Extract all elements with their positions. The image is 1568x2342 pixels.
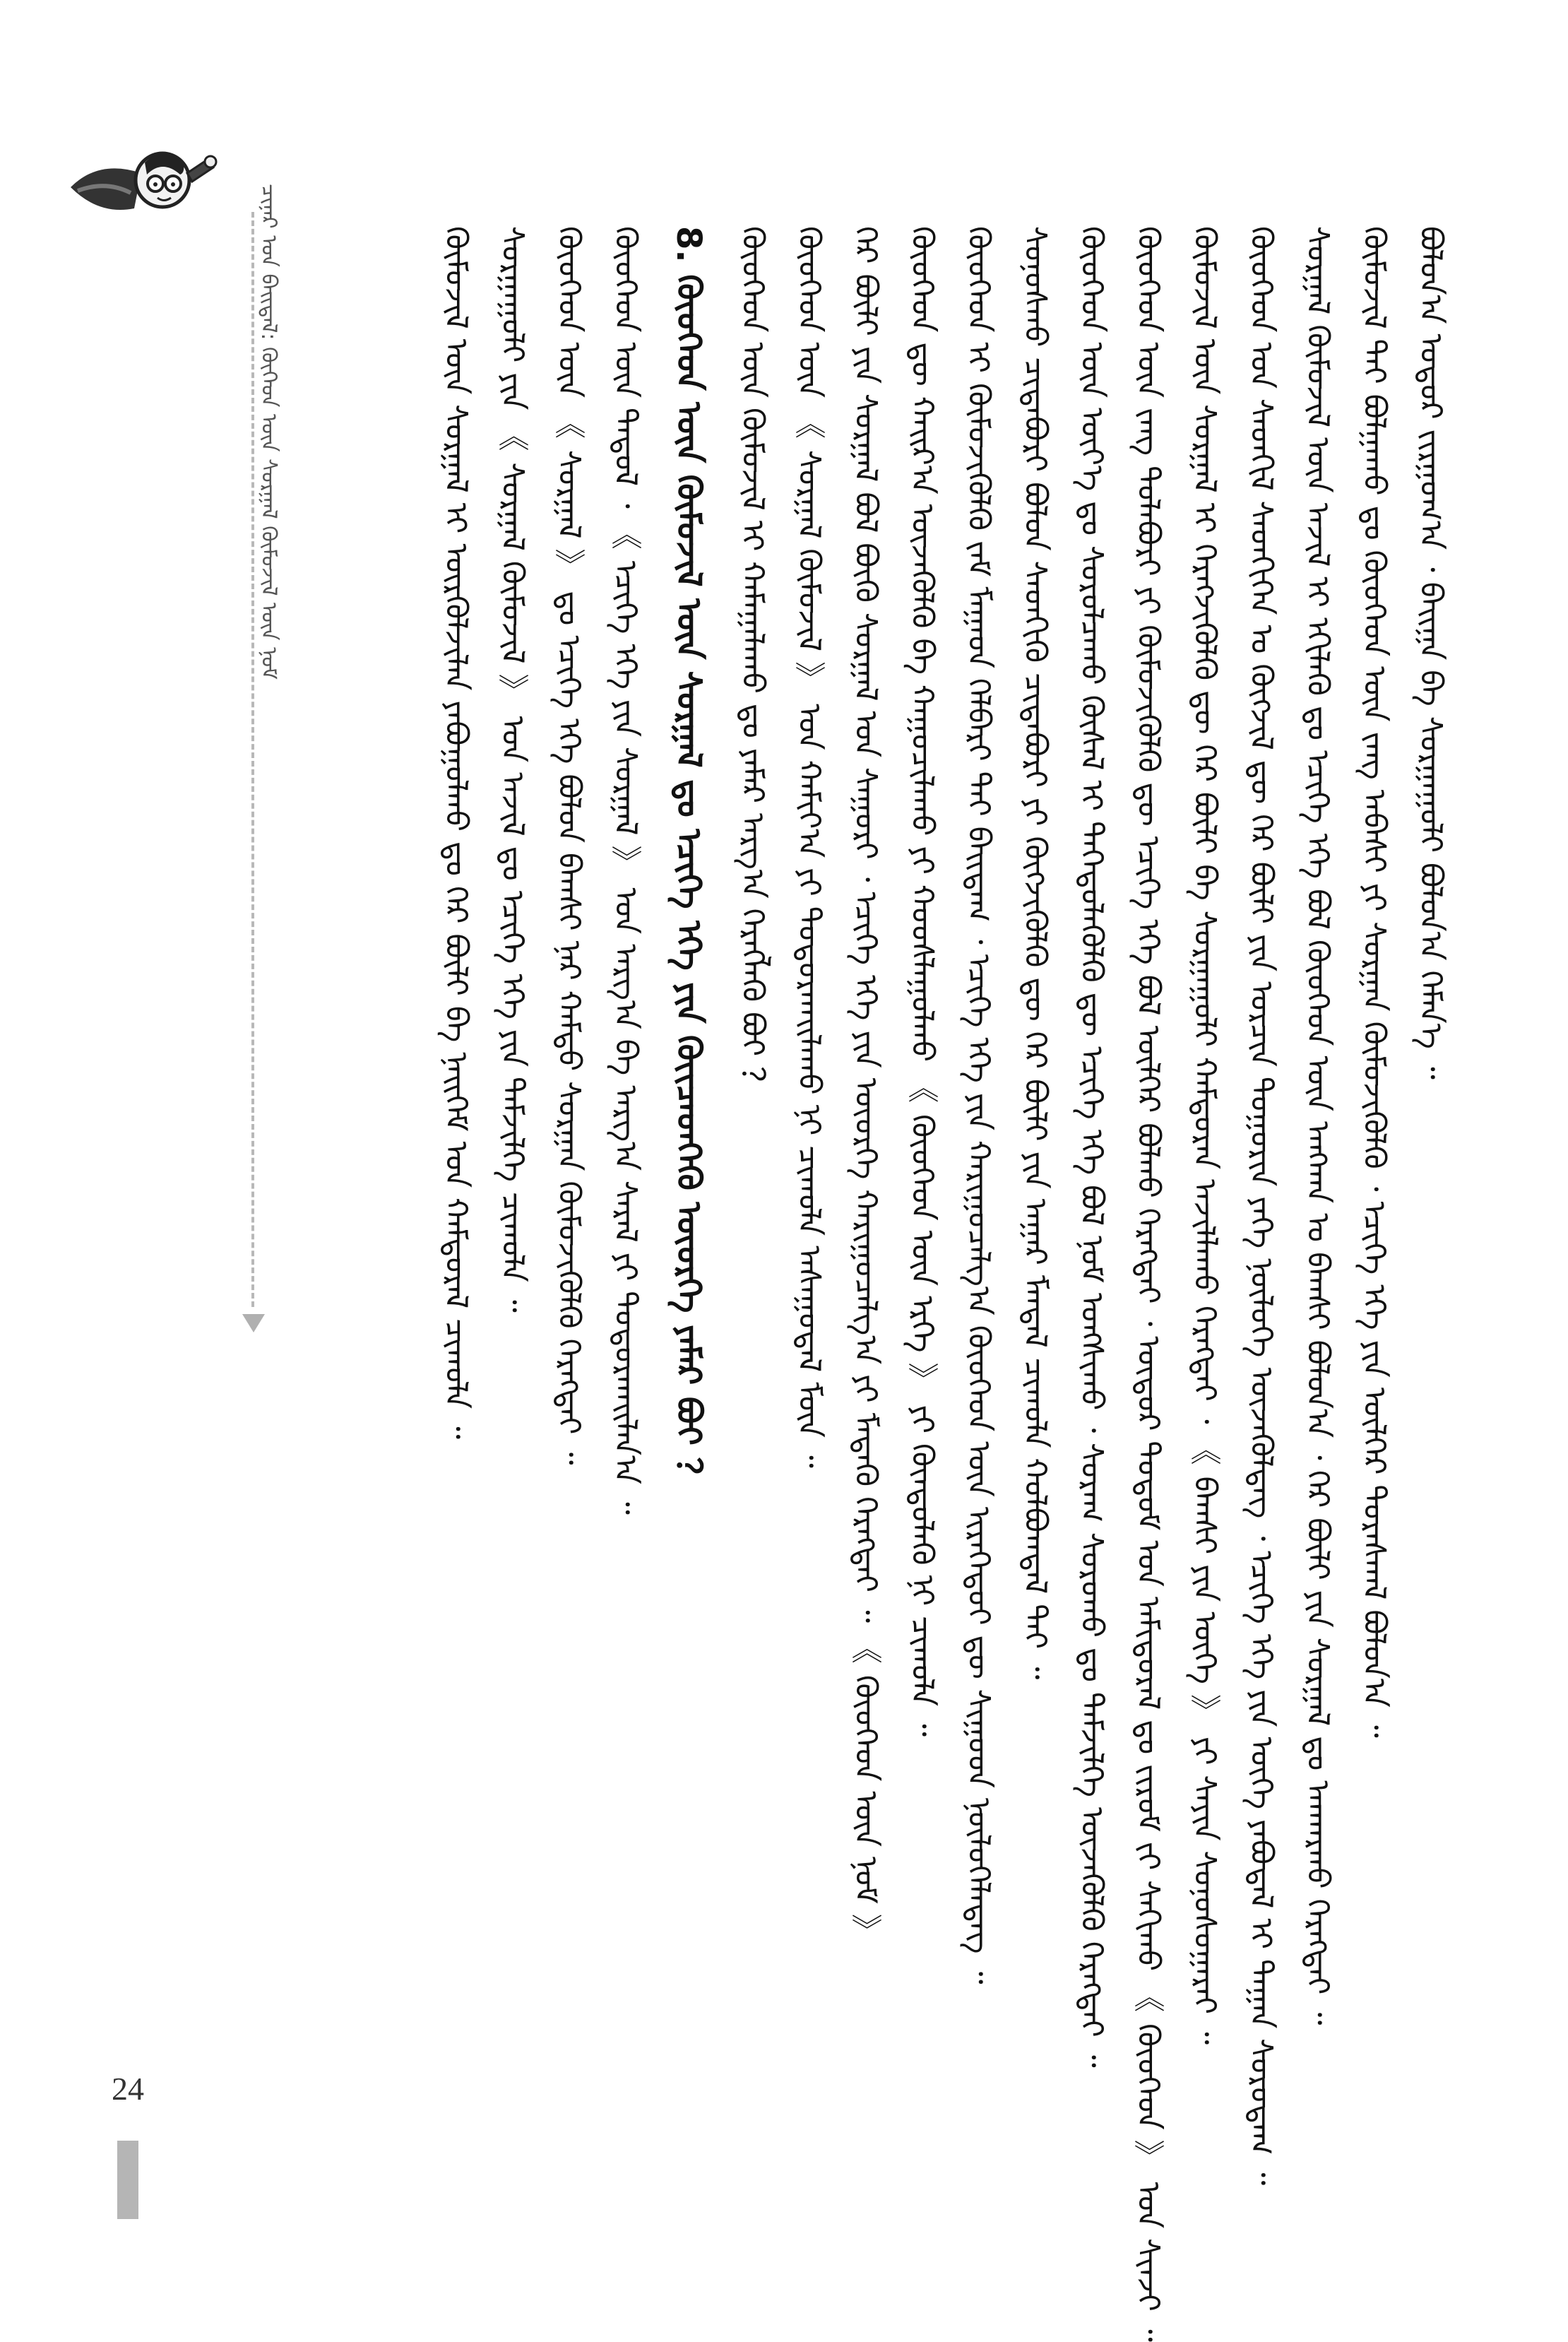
text-line: ᠭᠡᠷ ᠪᠦᠯᠢ ᠶᠢᠨ ᠰᠤᠷᠭᠠᠯ ᠪᠣᠯ ᠪᠦᠬᠦ ᠰᠤᠷᠭᠠᠯ ᠤᠨ ᠰᠠᠭᠤᠷᠢ ᠂ ᠡᠴᠢᠭᠡ ᠡᠬᠡ ᠶᠢᠨ ᠦᠦᠷᠭᠡ ᠬᠠᠷᠢᠭᠤᠴᠠᠯᠭ᠎ᠠ ᠶᠢ ᠮᠡᠳᠡᠬᠦ ᠬᠡᠷᠡᠭᠲᠡᠢ ᠃ 《 ᠬᠦᠦᠬᠡᠳ ᠦᠨ ᠨᠣᠮ 》 — [848, 226, 884, 1946]
section-heading: 8. ᠬᠦᠦᠬᠡᠳ ᠦᠨ ᠬᠦᠮᠦᠵᠢᠯ ᠦᠨ ᠰᠤᠷᠭᠠᠯ ᠳᠤ ᠡᠴᠢᠭᠡ ᠡᠬᠡ ᠶᠢᠨ ᠭᠦᠢᠴᠡᠳᠬᠡᠬᠦ ᠦᠦᠷᠭᠡ ᠶᠠᠮᠠᠷ ᠪᠤᠢ ？ — [669, 226, 708, 1491]
dashed-rule — [251, 212, 254, 1307]
page-edge-marker — [117, 2141, 138, 2219]
arrow-tip-icon — [242, 1314, 265, 1332]
text-line: ᠰᠤᠷᠭᠠᠯ ᠬᠦᠮᠦᠵᠢᠯ ᠦᠨ ᠠᠵᠢᠯ ᠢ ᠡᠬᠢᠯᠡᠬᠦ ᠳᠤ ᠡᠴᠢᠭᠡ ᠡᠬᠡ ᠪᠣᠯ ᠬᠦᠦᠬᠡᠳ ᠦᠨ ᠠᠩᠬᠠᠨ ᠤ ᠪᠠᠭᠰᠢ ᠪᠣᠯᠤᠨ᠎ᠠ ᠂ ᠭᠡᠷ ᠪᠦᠯᠢ ᠶᠢᠨ ᠰᠤᠷᠭᠠᠯ ᠳᠤ ᠠᠨᠬᠠᠷᠬᠤ ᠬᠡᠷᠡᠭᠲᠡᠢ ᠃ — [1300, 226, 1336, 2025]
running-header: ᠴᠢᠨᠠᠷ ᠤᠨ ᠪᠠᠢᠳᠠᠯ: ᠬᠥᠬᠡᠳ ᠦᠨ ᠰᠤᠷᠭᠠᠯ ᠬᠦᠮᠦᠵᠢᠯ ᠦᠨ ᠨᠣᠮ — [256, 184, 281, 680]
text-line: ᠬᠦᠦᠬᠡᠳ ᠳᠦ ᠬᠠᠢᠷ᠎ᠠ ᠦᠵᠡᠭᠦᠯᠬᠦ ᠪᠠ ᠬᠠᠭᠤᠴᠢᠯᠠᠬᠤ ᠶᠢ ᠬᠣᠣᠰᠯᠠᠭᠤᠯᠬᠤ 《 ᠬᠦᠦᠬᠡᠳ ᠦᠨ ᠡᠷᠬᠡ 》 ᠶᠢ ᠬᠦᠨᠳᠦᠯᠡᠬᠦ ᠨᠢ ᠴᠢᠬᠤᠯᠠ ᠃ — [904, 226, 940, 1737]
text-line: ᠬᠦᠦᠬᠡᠳ ᠦᠨ 《 ᠰᠤᠷᠭᠠᠯ 》 ᠳᠤ ᠡᠴᠢᠭᠡ ᠡᠬᠡ ᠪᠣᠯᠤᠨ ᠪᠠᠭᠰᠢ ᠨᠠᠷ ᠬᠠᠮᠲᠤ ᠰᠤᠷᠭᠠᠨ ᠬᠦᠮᠦᠵᠢᠬᠦᠯᠬᠦ ᠬᠡᠷᠡᠭᠲᠡᠢ ᠃ — [551, 226, 587, 1465]
text-line: ᠬᠦᠦᠬᠡᠳ ᠢ ᠬᠦᠮᠦᠵᠢᠬᠦᠯᠬᠦ ᠵᠠᠮ ᠮᠠᠭᠠᠳ ᠬᠡᠯᠪᠡᠷᠢ ᠲᠡᠢ ᠪᠠᠢᠳᠠᠭ ᠂ ᠡᠴᠢᠭᠡ ᠡᠬᠡ ᠶᠢᠨ ᠬᠠᠷᠢᠭᠤᠴᠠᠯᠭ᠎ᠠ ᠬᠦᠦᠬᠡᠳ ᠦᠨ ᠢᠷᠡᠭᠡᠳᠦᠢ ᠳᠦ ᠰᠢᠭᠤᠳ ᠨᠥᠯᠥᠭᠡᠯᠡᠳᠡᠭ ᠃ — [961, 226, 997, 1985]
text-line: ᠬᠦᠮᠦᠵᠢᠯ ᠦᠨ ᠰᠤᠷᠭᠠᠯ ᠢ ᠦᠷᠭᠦᠯᠵᠢᠯᠡᠨ ᠶᠠᠪᠤᠭᠤᠯᠬᠤ ᠳᠤ ᠭᠡᠷ ᠪᠦᠯᠢ ᠪᠠ ᠨᠡᠢᠭᠡᠮ ᠤᠨ ᠬᠠᠮᠲᠤᠷᠠᠯ ᠴᠢᠬᠤᠯᠠ ᠃ — [438, 226, 474, 1439]
text-line: ᠰᠣᠨᠣᠰᠬᠤ ᠴᠢᠳᠠᠪᠤᠷᠢ ᠪᠣᠯᠤᠨ ᠰᠡᠳᠬᠢᠬᠦ ᠴᠢᠳᠠᠪᠤᠷᠢ ᠶᠢ ᠬᠥᠭᠵᠢᠭᠦᠯᠬᠦ ᠳᠦ ᠭᠡᠷ ᠪᠦᠯᠢ ᠶᠢᠨ ᠠᠭᠠᠷ ᠮᠠᠨᠳᠠᠯ ᠴᠢᠬᠤᠯᠠ ᠬᠣᠯᠪᠣᠭᠳᠠᠯ ᠲᠡᠢ ᠃ — [1017, 226, 1053, 1680]
text-line: ᠰᠤᠷᠭᠠᠭᠤᠯᠢ ᠶᠢᠨ 《 ᠰᠤᠷᠭᠠᠯ ᠬᠦᠮᠦᠵᠢᠯ 》 ᠤᠨ ᠠᠵᠢᠯ ᠳᠤ ᠡᠴᠢᠭᠡ ᠡᠬᠡ ᠶᠢᠨ ᠳᠡᠮᠵᠢᠯᠭᠡ ᠴᠢᠬᠤᠯᠠ ᠃ — [494, 226, 530, 1313]
question-line: ᠬᠦᠦᠬᠡᠳ ᠦᠨ ᠬᠦᠮᠦᠵᠢᠯ ᠢ ᠬᠠᠮᠠᠭᠠᠯᠠᠬᠤ ᠳᠤ ᠶᠠᠮᠠᠷ ᠠᠷᠭ᠎ᠠ ᠬᠡᠷᠡᠭᠯᠡᠬᠦ ᠪᠤᠢ ？ — [735, 226, 771, 1098]
text-line: ᠪᠣᠯᠤᠨ᠎ᠠ ᠤᠳᠤᠷ ᠵᠢᠷᠭᠤᠭ᠎ᠠ ᠂ ᠪᠠᠢᠭᠠ ᠪᠠ ᠰᠤᠷᠭᠠᠭᠤᠯᠢ ᠪᠣᠯᠤᠨ᠎ᠠ ᠬᠡᠮᠡᠨ᠎ᠡ ᠃ — [1413, 226, 1449, 1080]
rotated-page-content — [0, 184, 1469, 2342]
text-line: ᠬᠦᠦᠬᠡᠳ ᠦᠨ ᠦᠶ᠎ᠡ ᠳᠤ ᠰᠤᠷᠤᠯᠴᠠᠬᠤ ᠬᠦᠰᠡᠯ ᠢ ᠳᠡᠭᠡᠳᠦᠯᠡᠭᠦᠯᠬᠦ ᠳᠦ ᠡᠴᠢᠭᠡ ᠡᠬᠡ ᠪᠣᠯ ᠨᠣᠮ ᠤᠩᠰᠢᠬᠤ ᠂ ᠰᠤᠷᠠᠭ ᠰᠤᠷᠤᠬᠤ ᠳᠤ ᠳᠡᠮᠵᠢᠯᠭᠡ ᠦᠵᠡᠭᠦᠯᠬᠦ ᠬᠡᠷᠡᠭᠲᠡᠢ ᠃ — [1074, 226, 1110, 2068]
text-line: ᠬᠦᠦᠬᠡᠳ ᠦᠨ ᠵᠠᠩ ᠲᠣᠯᠠᠪᠤᠷᠢ ᠶᠢ ᠬᠦᠮᠦᠵᠢᠬᠦᠯᠬᠦ ᠳᠦ ᠡᠴᠢᠭᠡ ᠡᠬᠡ ᠪᠣᠯ ᠦᠯᠭᠡᠷ ᠪᠣᠯᠬᠤ ᠬᠡᠷᠡᠭᠲᠡᠢ ᠂ ᠦᠳᠦᠷ ᠲᠤᠲᠤᠮ ᠤᠨ ᠠᠮᠢᠳᠤᠷᠠᠯ ᠳᠤ ᠵᠢᠷᠤᠮ ᠵᠢ ᠰᠠᠬᠢᠬᠤ 《 ᠬᠦᠦᠬᠡᠳ 》 ᠤᠨ ᠰᠢᠨᠵᠢ ᠃ — [1130, 226, 1166, 2342]
mascot-illustration — [57, 131, 219, 244]
text-line: ᠬᠦᠦᠬᠡᠳ ᠤᠨ ᠰᠡᠳᠬᠢᠯ ᠰᠡᠳᠬᠢᠭᠡᠨ ᠤ ᠬᠥᠭᠵᠢᠯ ᠳᠦ ᠭᠡᠷ ᠪᠦᠯᠢ ᠶᠢᠨ ᠣᠷᠴᠢᠨ ᠲᠣᠭᠣᠷᠢᠨ ᠶᠡᠬᠡ ᠨᠥᠯᠥᠭᠡ ᠦᠵᠡᠭᠦᠯᠳᠡᠭ ᠂ ᠡᠴᠢᠭᠡ ᠡᠬᠡ ᠶᠢᠨ ᠦᠭᠡ ᠶᠠᠪᠤᠳᠠᠯ ᠢ ᠳᠠᠭᠠᠨ ᠰᠤᠷᠤᠳᠠᠭ ᠃ — [1243, 226, 1279, 2186]
text-line: ᠬᠦᠮᠦᠵᠢᠯ ᠦᠨ ᠰᠤᠷᠭᠠᠯ ᠢ ᠬᠡᠷᠡᠭᠵᠢᠭᠦᠯᠬᠦ ᠳᠦ ᠭᠡᠷ ᠪᠦᠯᠢ ᠪᠠ ᠰᠤᠷᠭᠠᠭᠤᠯᠢ ᠬᠠᠮᠲᠤᠷᠠᠨ ᠠᠵᠢᠯᠯᠠᠬᠤ ᠬᠡᠷᠡᠭᠲᠡᠢ ᠂ 《 ᠪᠠᠭᠰᠢ ᠶᠢᠨ ᠦᠭᠡ 》 ᠶᠢ ᠰᠠᠶᠢᠨ ᠰᠣᠨᠣᠰᠤᠭᠠᠷᠠᠢ ᠃ — [1187, 226, 1223, 2045]
text-line: ᠬᠦᠦᠬᠡᠳ ᠦᠨ 《 ᠰᠤᠷᠭᠠᠯ ᠬᠦᠮᠦᠵᠢᠯ 》 ᠤᠨ ᠬᠠᠮᠢᠶ᠎ᠠ ᠶᠢ ᠲᠣᠳᠣᠷᠬᠠᠢᠯᠠᠬᠤ ᠨᠢ ᠴᠢᠬᠤᠯᠠ ᠠᠰᠠᠭᠤᠳᠠᠯ ᠮᠥᠨ ᠃ — [791, 226, 827, 1468]
text-line: ᠬᠦᠦᠬᠡᠳ ᠦᠨ ᠳᠠᠳᠤᠯ ᠂ 《 ᠡᠴᠢᠭᠡ ᠡᠬᠡ ᠶᠢᠨ ᠰᠤᠷᠭᠠᠯ 》 ᠤᠨ ᠠᠷᠭ᠎ᠠ ᠪᠠ ᠠᠷᠭ᠎ᠠ ᠰᠠᠷᠠᠯ ᠶᠢ ᠲᠣᠳᠣᠷᠬᠠᠢᠯᠠᠨ᠎ᠠ ᠃ — [607, 226, 643, 1515]
page-number: 24 — [112, 2071, 144, 2107]
text-line: ᠬᠦᠮᠦᠵᠢᠯ ᠲᠡᠢ ᠪᠣᠯᠭᠠᠬᠤ ᠳᠤ ᠬᠦᠦᠬᠡᠳ ᠦᠨ ᠵᠠᠩ ᠠᠪᠠᠰᠢ ᠶᠢ ᠰᠤᠷᠭᠠᠨ ᠬᠥᠮᠦᠵᠢᠬᠦᠯᠬᠦ ᠂ ᠡᠴᠢᠭᠡ ᠡᠬᠡ ᠶᠢᠨ ᠦᠯᠭᠡᠷ ᠳᠤᠷᠠᠰᠬᠠᠯ ᠪᠣᠯᠤᠨ᠎ᠠ ᠃ — [1356, 226, 1392, 1738]
